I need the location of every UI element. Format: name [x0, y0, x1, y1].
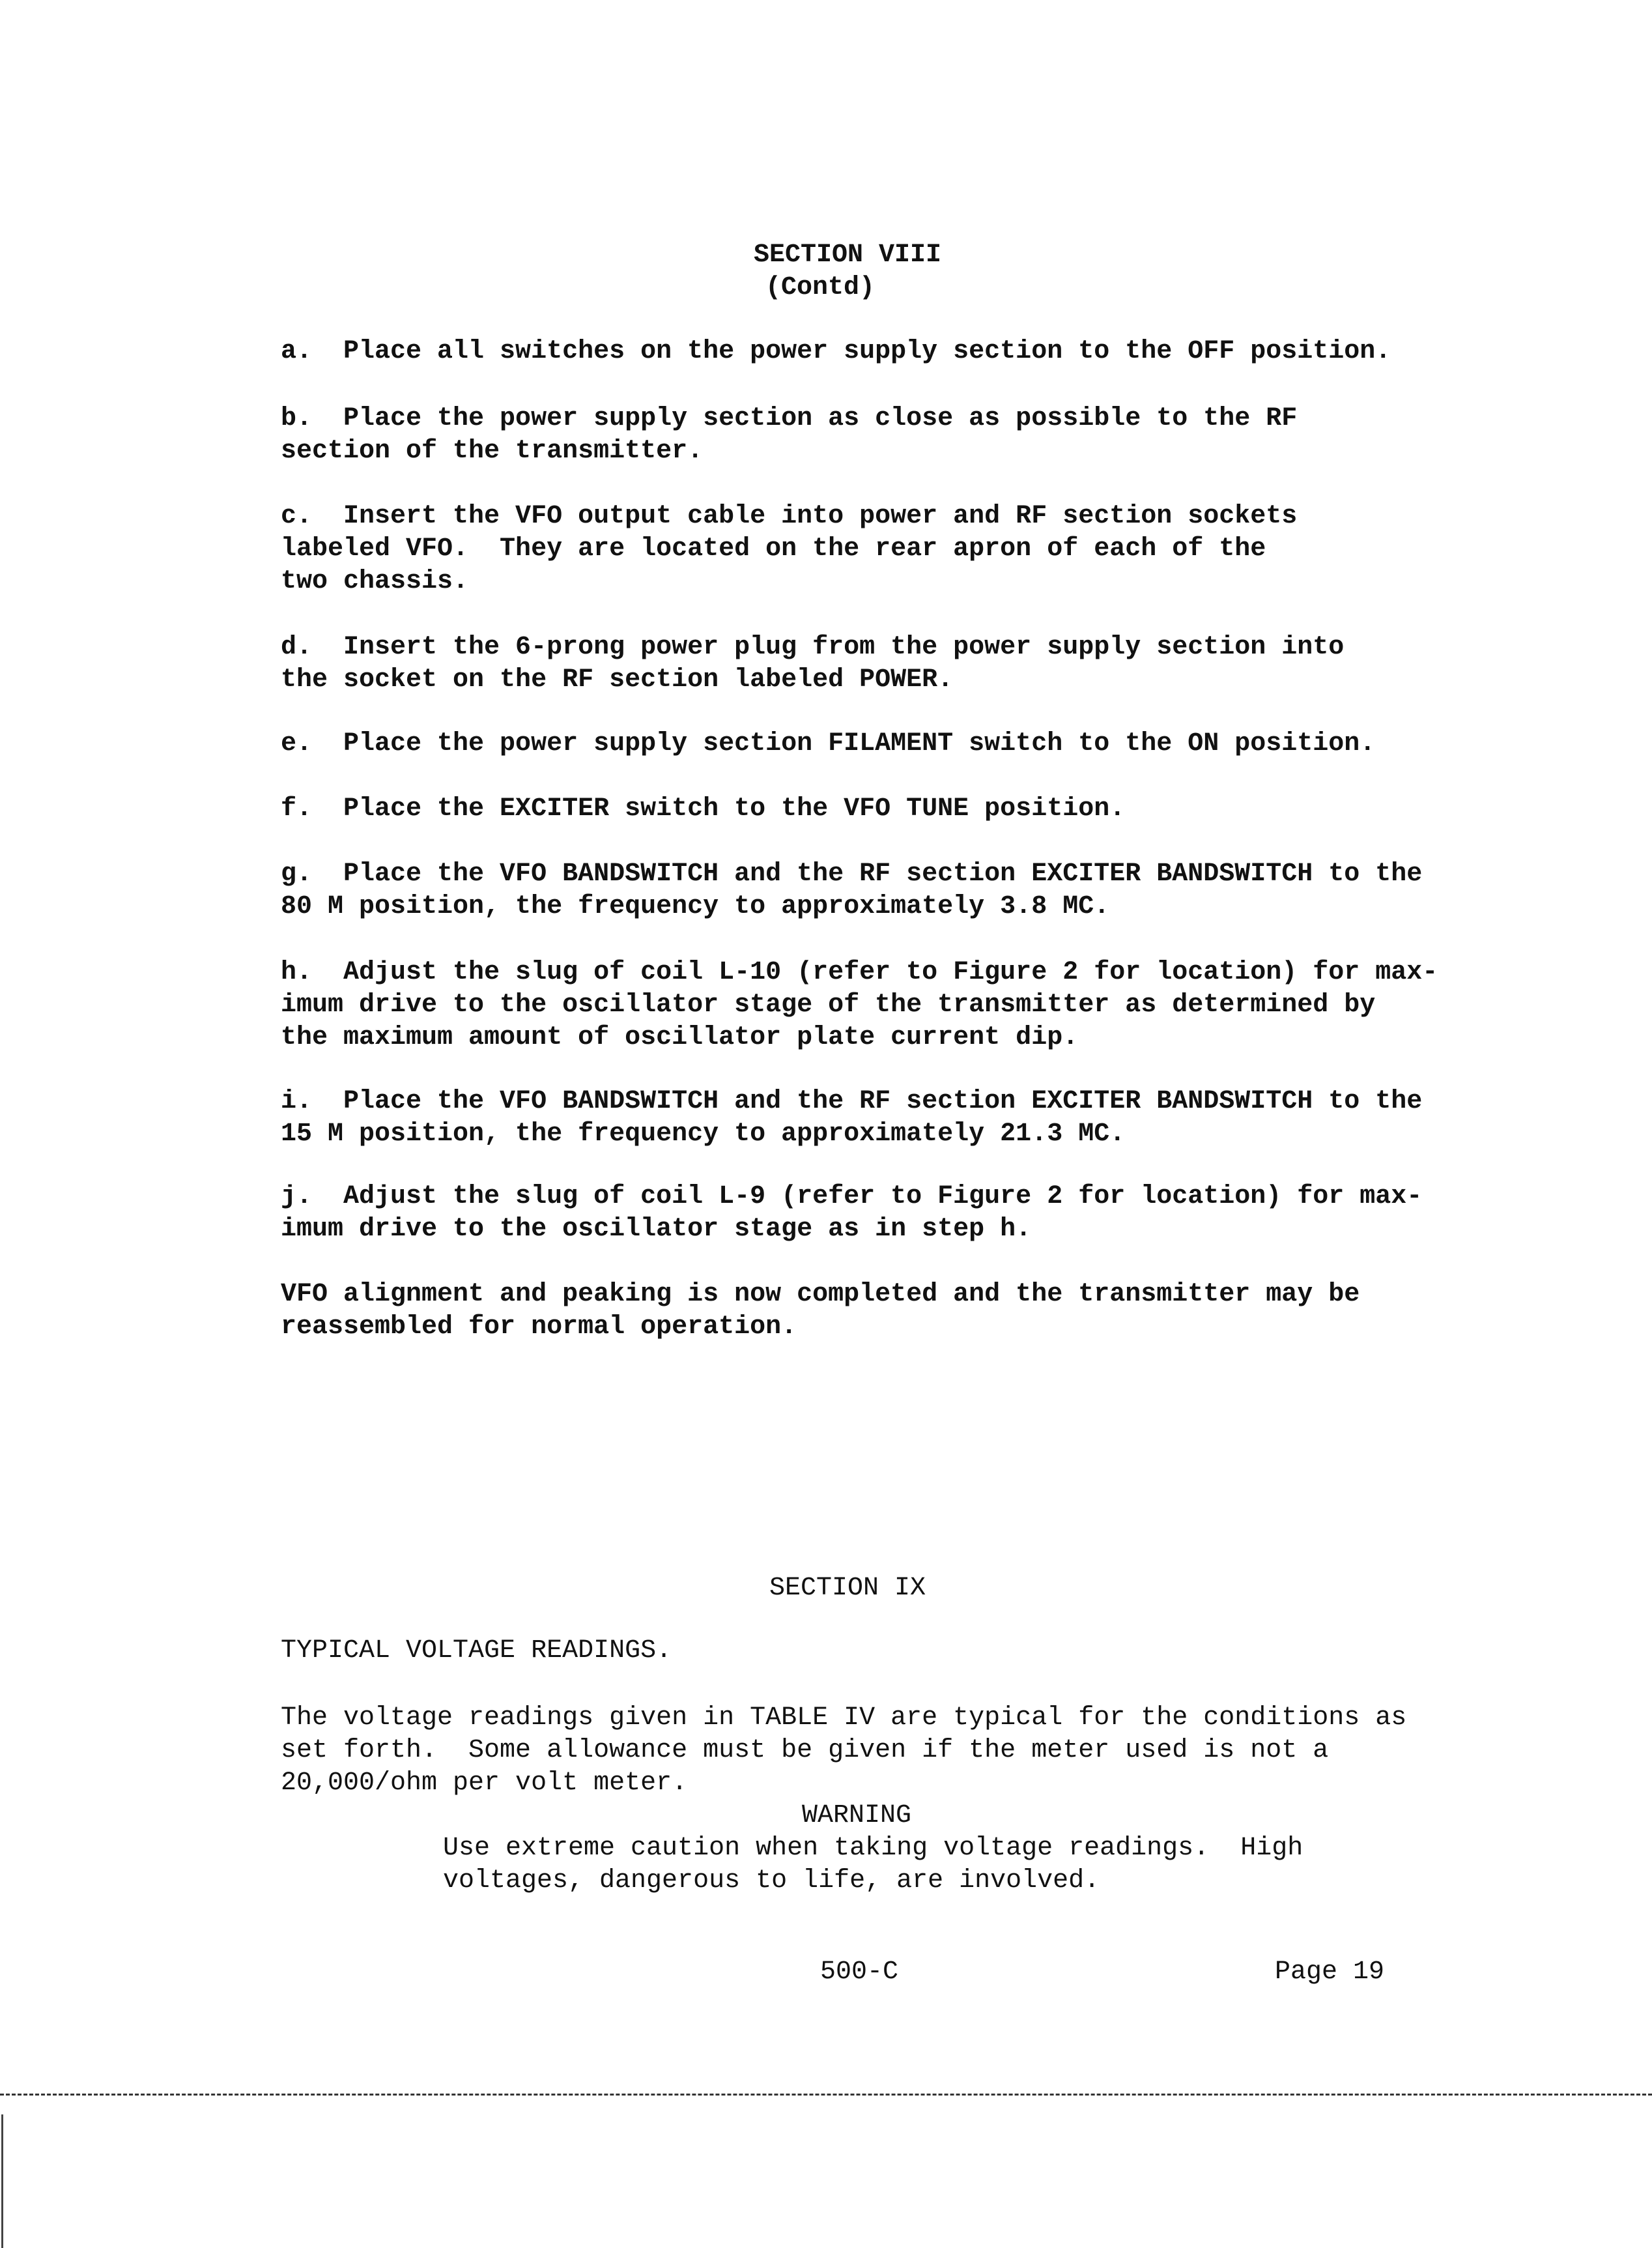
step-g: 80 M position, the frequency to approximately 3.8 MC.	[281, 892, 1110, 921]
step-j: j. Adjust the slug of coil L-9 (refer to Figure 2 for location) for max-	[281, 1182, 1423, 1211]
section-title: SECTION IX	[769, 1574, 926, 1603]
step-f: f. Place the EXCITER switch to the VFO TUNE position.	[281, 794, 1126, 824]
closing-paragraph: VFO alignment and peaking is now completed and the transmitter may be	[281, 1280, 1360, 1309]
step-e: e. Place the power supply section FILAMENT switch to the ON position.	[281, 729, 1376, 758]
section-title: SECTION VIII	[754, 240, 942, 270]
step-h: imum drive to the oscillator stage of the transmitter as determined by	[281, 990, 1376, 1020]
step-c: labeled VFO. They are located on the rear apron of each of the	[281, 534, 1266, 564]
step-h: h. Adjust the slug of coil L-10 (refer to Figure 2 for location) for max-	[281, 958, 1438, 987]
body-paragraph: The voltage readings given in TABLE IV are typical for the conditions as	[281, 1703, 1407, 1733]
step-d: d. Insert the 6-prong power plug from the power supply section into	[281, 633, 1345, 662]
warning-title: WARNING	[802, 1801, 912, 1830]
warning-text: Use extreme caution when taking voltage readings. High	[443, 1834, 1303, 1863]
page-edge-divider	[0, 2094, 1652, 2096]
step-c: two chassis.	[281, 567, 469, 596]
scan-edge-line	[1, 2114, 3, 2248]
step-i: i. Place the VFO BANDSWITCH and the RF section EXCITER BANDSWITCH to the	[281, 1087, 1423, 1116]
warning-text: voltages, dangerous to life, are involved.	[443, 1866, 1100, 1895]
section-subtitle: (Contd)	[765, 273, 876, 302]
footer-model: 500-C	[820, 1957, 899, 1987]
step-g: g. Place the VFO BANDSWITCH and the RF section EXCITER BANDSWITCH to the	[281, 859, 1423, 889]
footer-page-number: Page 19	[1275, 1957, 1385, 1987]
section-heading: TYPICAL VOLTAGE READINGS.	[281, 1636, 672, 1665]
step-a: a. Place all switches on the power supply section to the OFF position.	[281, 337, 1391, 366]
step-b: b. Place the power supply section as close as possible to the RF	[281, 404, 1298, 433]
step-j: imum drive to the oscillator stage as in step h.	[281, 1215, 1032, 1244]
step-d: the socket on the RF section labeled POWER.	[281, 665, 954, 695]
body-paragraph: 20,000/ohm per volt meter.	[281, 1768, 688, 1798]
body-paragraph: set forth. Some allowance must be given if the meter used is not a	[281, 1736, 1329, 1765]
step-h: the maximum amount of oscillator plate current dip.	[281, 1023, 1079, 1052]
step-i: 15 M position, the frequency to approximately 21.3 MC.	[281, 1119, 1126, 1149]
step-c: c. Insert the VFO output cable into power and RF section sockets	[281, 502, 1298, 531]
closing-paragraph: reassembled for normal operation.	[281, 1312, 797, 1342]
step-b: section of the transmitter.	[281, 437, 704, 466]
